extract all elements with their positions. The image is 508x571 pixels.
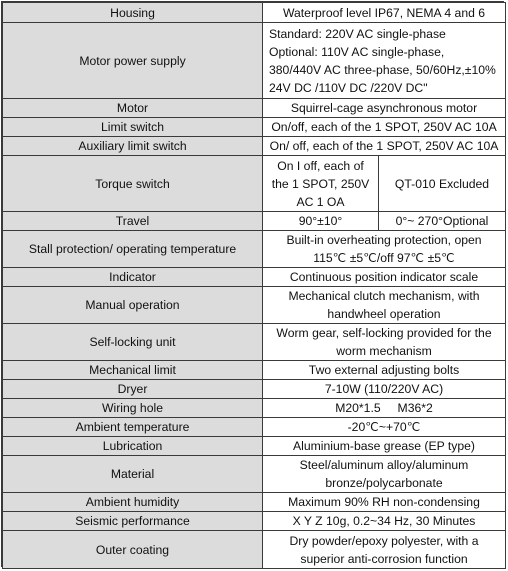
value-line: the 1 SPOT, 250V [271,176,370,191]
table-row-indicator [3,268,506,287]
value-line: bronze/polycarbonate [325,476,443,490]
row-value [263,456,506,493]
row-label: Housing [3,3,263,23]
table-row-travel [3,212,506,231]
value-line: AC 1 OA [296,194,345,209]
row-value: -20℃~+70℃ [263,418,506,437]
table-row-material [3,456,506,493]
row-label: Stall protection/ operating temperature [3,231,263,268]
table-row-outer-coating [3,531,506,569]
row-value: On/off, each of the 1 SPOT, 250V AC 10A [263,118,506,137]
row-value [263,287,506,324]
row-label: Ambient humidity [3,493,263,512]
row-label: Auxiliary limit switch [3,137,263,156]
row-label: Self-locking unit [3,324,263,361]
table-row-limit-switch [3,118,506,137]
row-label: Wiring hole [3,399,263,418]
specification-table [2,2,506,569]
value-line: worm mechanism [336,344,432,358]
table-row-auxiliary-limit-switch [3,137,506,156]
row-value: Maximum 90% RH non-condensing [263,493,506,512]
table-row-ambient-humidity [3,493,506,512]
row-label: Torque switch [3,156,263,212]
row-value: 90°±10° [263,212,379,231]
value-line: Worm gear, self-locking provided for the [276,326,492,340]
row-label: Seismic performance [3,512,263,531]
row-label: Outer coating [3,531,263,569]
row-label: Material [3,456,263,493]
row-label: Limit switch [3,118,263,137]
table-row-mechanical-limit [3,361,506,380]
table-row-lubrication [3,437,506,456]
row-value: On/ off, each of the 1 SPOT, 250V AC 10A [263,137,506,156]
value-line: superior anti-corrosion function [300,551,468,566]
value-line: Built-in overheating protection, open [286,233,482,247]
table-row-wiring-hole [3,399,506,418]
value-line: 24V DC /110V DC /220V DC" [269,80,428,95]
table-row-housing [3,3,506,23]
value-line: Standard: 220V AC single-phase [269,26,446,41]
row-label: Motor [3,99,263,118]
value-line: On I off, each of [277,158,364,173]
row-value: X Y Z 10g, 0.2~34 Hz, 30 Minutes [263,512,506,531]
table-row-manual-operation [3,287,506,324]
row-value: 7-10W (110/220V AC) [263,380,506,399]
row-label: Lubrication [3,437,263,456]
row-value: Two external adjusting bolts [263,361,506,380]
value-line: 115℃ ±5℃/off 97℃ ±5℃ [313,251,455,265]
value-line: handwheel operation [327,307,441,321]
table-row-motor [3,99,506,118]
row-value [263,23,506,99]
table-row-stall-protection [3,231,506,268]
row-value [263,531,506,569]
row-value: Continuous position indicator scale [263,268,506,287]
value-line: Steel/aluminum alloy/aluminum [299,458,469,472]
row-value [263,324,506,361]
row-value-secondary: 0°~ 270°Optional [379,212,506,231]
value-line: Mechanical clutch mechanism, with [288,289,480,303]
row-value: Aluminium-base grease (EP type) [263,437,506,456]
row-value [263,156,379,212]
row-value: Waterproof level IP67, NEMA 4 and 6 [263,3,506,23]
row-value: Squirrel-cage asynchronous motor [263,99,506,118]
row-label: Dryer [3,380,263,399]
table-row-seismic-performance [3,512,506,531]
table-row-motor-power-supply [3,23,506,99]
table-row-self-locking-unit [3,324,506,361]
value-line: Dry powder/epoxy polyester, with a [289,533,479,548]
table-row-ambient-temperature [3,418,506,437]
value-line: 380/440V AC three-phase, 50/60Hz,±10% [269,62,496,77]
specification-table-frame [1,1,504,567]
table-row-torque-switch [3,156,506,212]
row-value [263,231,506,268]
row-label: Indicator [3,268,263,287]
row-label: Ambient temperature [3,418,263,437]
table-row-dryer [3,380,506,399]
row-value: M20*1.5 M36*2 [263,399,506,418]
row-label: Travel [3,212,263,231]
row-label: Mechanical limit [3,361,263,380]
row-value-secondary: QT-010 Excluded [379,156,506,212]
row-label: Motor power supply [3,23,263,99]
row-label: Manual operation [3,287,263,324]
value-line: Optional: 110V AC single-phase, [269,44,445,59]
